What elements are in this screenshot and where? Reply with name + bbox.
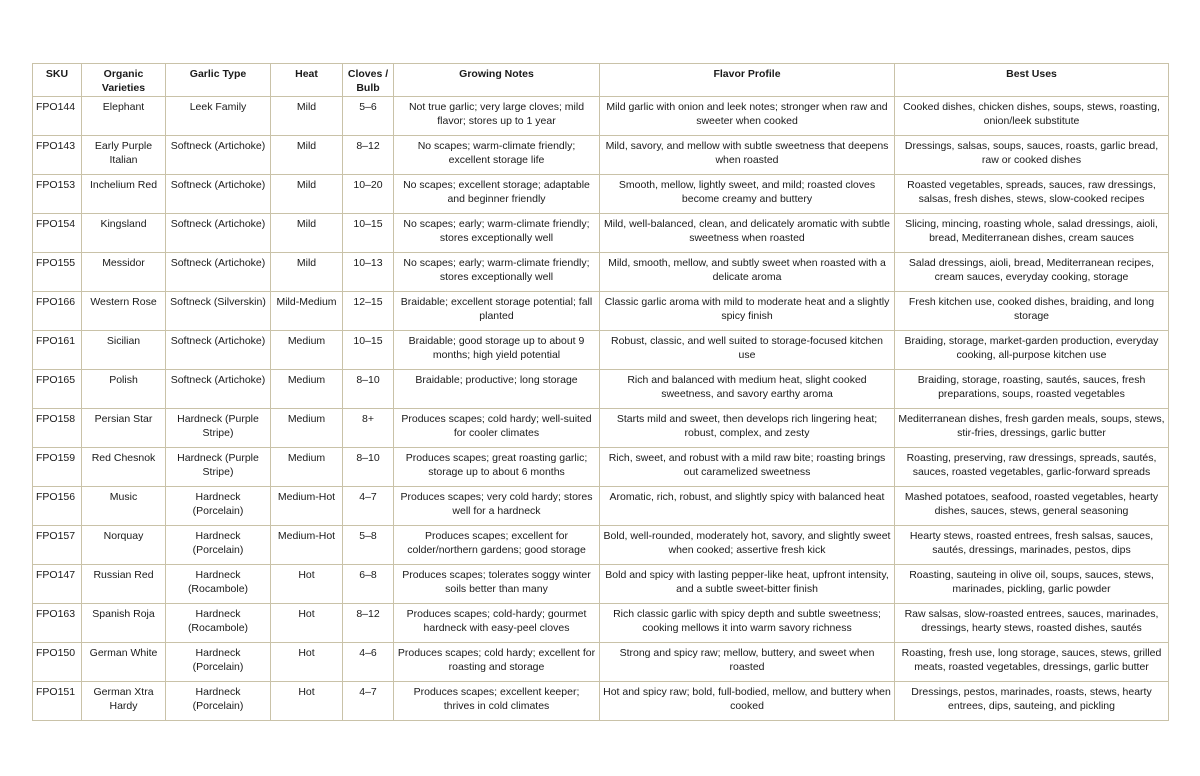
- cell-growing-notes: Produces scapes; cold hardy; excellent for roasting and storage: [394, 643, 600, 682]
- cell-variety: Early Purple Italian: [82, 136, 166, 175]
- cell-garlic-type: Hardneck (Rocambole): [166, 604, 271, 643]
- cell-best-uses: Salad dressings, aioli, bread, Mediterranean recipes, cream sauces, everyday cooking, storage: [895, 253, 1169, 292]
- cell-variety: Spanish Roja: [82, 604, 166, 643]
- cell-cloves: 10–13: [343, 253, 394, 292]
- cell-best-uses: Dressings, pestos, marinades, roasts, stews, hearty entrees, dips, sauteing, and pickling: [895, 682, 1169, 721]
- table-row: [33, 331, 1169, 370]
- cell-garlic-type: Hardneck (Rocambole): [166, 565, 271, 604]
- cell-garlic-type: Hardneck (Porcelain): [166, 487, 271, 526]
- cell-heat: Mild: [271, 175, 343, 214]
- cell-sku: FPO147: [33, 565, 82, 604]
- cell-sku: FPO150: [33, 643, 82, 682]
- header-sku: SKU: [33, 64, 82, 97]
- table-body: [33, 97, 1169, 721]
- cell-sku: FPO154: [33, 214, 82, 253]
- cell-cloves: 10–15: [343, 331, 394, 370]
- cell-sku: FPO165: [33, 370, 82, 409]
- cell-garlic-type: Softneck (Artichoke): [166, 253, 271, 292]
- table-row: [33, 370, 1169, 409]
- cell-garlic-type: Leek Family: [166, 97, 271, 136]
- table-row: [33, 253, 1169, 292]
- header-growing-notes: Growing Notes: [394, 64, 600, 97]
- cell-sku: FPO144: [33, 97, 82, 136]
- cell-variety: Red Chesnok: [82, 448, 166, 487]
- table-row: [33, 136, 1169, 175]
- cell-variety: Kingsland: [82, 214, 166, 253]
- cell-cloves: 8–12: [343, 604, 394, 643]
- cell-heat: Medium: [271, 370, 343, 409]
- cell-flavor-profile: Rich classic garlic with spicy depth and subtle sweetness; cooking mellows it into warm savory richness: [600, 604, 895, 643]
- cell-best-uses: Hearty stews, roasted entrees, fresh salsas, sauces, sautés, dressings, marinades, pestos, dips: [895, 526, 1169, 565]
- cell-garlic-type: Hardneck (Porcelain): [166, 682, 271, 721]
- table-row: [33, 448, 1169, 487]
- cell-flavor-profile: Aromatic, rich, robust, and slightly spicy with balanced heat: [600, 487, 895, 526]
- cell-growing-notes: Braidable; excellent storage potential; fall planted: [394, 292, 600, 331]
- cell-growing-notes: No scapes; early; warm-climate friendly; stores exceptionally well: [394, 253, 600, 292]
- cell-variety: Western Rose: [82, 292, 166, 331]
- cell-growing-notes: Produces scapes; great roasting garlic; storage up to about 6 months: [394, 448, 600, 487]
- cell-best-uses: Dressings, salsas, soups, sauces, roasts, garlic bread, raw or cooked dishes: [895, 136, 1169, 175]
- table-row: [33, 292, 1169, 331]
- cell-heat: Medium: [271, 409, 343, 448]
- cell-sku: FPO161: [33, 331, 82, 370]
- header-garlic-type: Garlic Type: [166, 64, 271, 97]
- cell-cloves: 8–10: [343, 370, 394, 409]
- cell-garlic-type: Hardneck (Porcelain): [166, 643, 271, 682]
- cell-sku: FPO153: [33, 175, 82, 214]
- cell-flavor-profile: Classic garlic aroma with mild to moderate heat and a slightly spicy finish: [600, 292, 895, 331]
- table-row: [33, 643, 1169, 682]
- header-cloves-per-bulb: Cloves / Bulb: [343, 64, 394, 97]
- cell-best-uses: Mashed potatoes, seafood, roasted vegetables, hearty dishes, sauces, stews, general seasoning: [895, 487, 1169, 526]
- cell-variety: Messidor: [82, 253, 166, 292]
- table-row: [33, 487, 1169, 526]
- cell-best-uses: Braiding, storage, market-garden production, everyday cooking, all-purpose kitchen use: [895, 331, 1169, 370]
- cell-best-uses: Roasting, sauteing in olive oil, soups, sauces, stews, marinades, pickling, garlic powder: [895, 565, 1169, 604]
- cell-cloves: 12–15: [343, 292, 394, 331]
- cell-garlic-type: Softneck (Artichoke): [166, 370, 271, 409]
- cell-flavor-profile: Hot and spicy raw; bold, full-bodied, mellow, and buttery when cooked: [600, 682, 895, 721]
- cell-flavor-profile: Bold, well-rounded, moderately hot, savory, and slightly sweet when cooked; assertive fresh kick: [600, 526, 895, 565]
- cell-garlic-type: Softneck (Artichoke): [166, 175, 271, 214]
- table-row: [33, 682, 1169, 721]
- cell-best-uses: Mediterranean dishes, fresh garden meals, soups, stews, stir-fries, dressings, garlic butter: [895, 409, 1169, 448]
- cell-sku: FPO155: [33, 253, 82, 292]
- cell-flavor-profile: Mild garlic with onion and leek notes; stronger when raw and sweeter when cooked: [600, 97, 895, 136]
- cell-heat: Mild: [271, 214, 343, 253]
- cell-heat: Mild: [271, 136, 343, 175]
- cell-variety: Persian Star: [82, 409, 166, 448]
- cell-variety: German Xtra Hardy: [82, 682, 166, 721]
- cell-growing-notes: Produces scapes; very cold hardy; stores well for a hardneck: [394, 487, 600, 526]
- cell-best-uses: Roasted vegetables, spreads, sauces, raw dressings, salsas, fresh dishes, stews, slow-cooked recipes: [895, 175, 1169, 214]
- cell-flavor-profile: Smooth, mellow, lightly sweet, and mild; roasted cloves become creamy and buttery: [600, 175, 895, 214]
- cell-garlic-type: Softneck (Artichoke): [166, 214, 271, 253]
- cell-sku: FPO143: [33, 136, 82, 175]
- table-row: [33, 97, 1169, 136]
- cell-best-uses: Braiding, storage, roasting, sautés, sauces, fresh preparations, soups, roasted vegetables: [895, 370, 1169, 409]
- cell-variety: Norquay: [82, 526, 166, 565]
- cell-cloves: 8–10: [343, 448, 394, 487]
- cell-growing-notes: Produces scapes; tolerates soggy winter soils better than many: [394, 565, 600, 604]
- cell-best-uses: Roasting, preserving, raw dressings, spreads, sautés, sauces, roasted vegetables, garlic-forward spreads: [895, 448, 1169, 487]
- cell-garlic-type: Softneck (Silverskin): [166, 292, 271, 331]
- cell-best-uses: Raw salsas, slow-roasted entrees, sauces, marinades, dressings, hearty stews, roasted dishes, sautés: [895, 604, 1169, 643]
- cell-variety: German White: [82, 643, 166, 682]
- cell-sku: FPO166: [33, 292, 82, 331]
- cell-variety: Inchelium Red: [82, 175, 166, 214]
- cell-cloves: 10–20: [343, 175, 394, 214]
- cell-cloves: 8+: [343, 409, 394, 448]
- cell-heat: Medium: [271, 331, 343, 370]
- cell-growing-notes: Produces scapes; cold-hardy; gourmet hardneck with easy-peel cloves: [394, 604, 600, 643]
- cell-cloves: 8–12: [343, 136, 394, 175]
- cell-cloves: 6–8: [343, 565, 394, 604]
- cell-best-uses: Fresh kitchen use, cooked dishes, braiding, and long storage: [895, 292, 1169, 331]
- header-heat: Heat: [271, 64, 343, 97]
- cell-heat: Hot: [271, 565, 343, 604]
- cell-variety: Russian Red: [82, 565, 166, 604]
- cell-flavor-profile: Bold and spicy with lasting pepper-like heat, upfront intensity, and a subtle sweet-bitter finish: [600, 565, 895, 604]
- garlic-varieties-table: [32, 63, 1169, 721]
- cell-flavor-profile: Mild, well-balanced, clean, and delicately aromatic with subtle sweetness when roasted: [600, 214, 895, 253]
- cell-heat: Mild-Medium: [271, 292, 343, 331]
- cell-growing-notes: No scapes; warm-climate friendly; excellent storage life: [394, 136, 600, 175]
- cell-flavor-profile: Strong and spicy raw; mellow, buttery, and sweet when roasted: [600, 643, 895, 682]
- cell-sku: FPO151: [33, 682, 82, 721]
- cell-cloves: 5–8: [343, 526, 394, 565]
- cell-garlic-type: Hardneck (Purple Stripe): [166, 448, 271, 487]
- cell-growing-notes: Not true garlic; very large cloves; mild flavor; stores up to 1 year: [394, 97, 600, 136]
- cell-variety: Polish: [82, 370, 166, 409]
- cell-flavor-profile: Mild, smooth, mellow, and subtly sweet when roasted with a delicate aroma: [600, 253, 895, 292]
- cell-growing-notes: No scapes; excellent storage; adaptable and beginner friendly: [394, 175, 600, 214]
- cell-heat: Hot: [271, 604, 343, 643]
- cell-variety: Music: [82, 487, 166, 526]
- table-row: [33, 604, 1169, 643]
- table-row: [33, 409, 1169, 448]
- cell-sku: FPO156: [33, 487, 82, 526]
- cell-garlic-type: Hardneck (Purple Stripe): [166, 409, 271, 448]
- header-organic-varieties: Organic Varieties: [82, 64, 166, 97]
- cell-cloves: 5–6: [343, 97, 394, 136]
- cell-variety: Sicilian: [82, 331, 166, 370]
- cell-heat: Medium-Hot: [271, 526, 343, 565]
- cell-flavor-profile: Robust, classic, and well suited to storage-focused kitchen use: [600, 331, 895, 370]
- cell-cloves: 10–15: [343, 214, 394, 253]
- cell-sku: FPO157: [33, 526, 82, 565]
- cell-sku: FPO159: [33, 448, 82, 487]
- cell-growing-notes: Braidable; productive; long storage: [394, 370, 600, 409]
- cell-flavor-profile: Rich, sweet, and robust with a mild raw bite; roasting brings out caramelized sweetness: [600, 448, 895, 487]
- cell-cloves: 4–7: [343, 682, 394, 721]
- cell-garlic-type: Softneck (Artichoke): [166, 136, 271, 175]
- cell-growing-notes: Produces scapes; excellent for colder/northern gardens; good storage: [394, 526, 600, 565]
- cell-heat: Mild: [271, 97, 343, 136]
- table-row: [33, 565, 1169, 604]
- cell-cloves: 4–6: [343, 643, 394, 682]
- cell-heat: Hot: [271, 643, 343, 682]
- cell-sku: FPO158: [33, 409, 82, 448]
- table-row: [33, 214, 1169, 253]
- table-row: [33, 526, 1169, 565]
- cell-garlic-type: Hardneck (Porcelain): [166, 526, 271, 565]
- cell-garlic-type: Softneck (Artichoke): [166, 331, 271, 370]
- cell-heat: Medium: [271, 448, 343, 487]
- header-best-uses: Best Uses: [895, 64, 1169, 97]
- cell-heat: Mild: [271, 253, 343, 292]
- table-row: [33, 175, 1169, 214]
- cell-flavor-profile: Starts mild and sweet, then develops rich lingering heat; robust, complex, and zesty: [600, 409, 895, 448]
- cell-growing-notes: Produces scapes; excellent keeper; thrives in cold climates: [394, 682, 600, 721]
- cell-flavor-profile: Rich and balanced with medium heat, slight cooked sweetness, and savory earthy aroma: [600, 370, 895, 409]
- header-flavor-profile: Flavor Profile: [600, 64, 895, 97]
- cell-cloves: 4–7: [343, 487, 394, 526]
- cell-best-uses: Roasting, fresh use, long storage, sauces, stews, grilled meats, roasted vegetables, dressings, garlic butter: [895, 643, 1169, 682]
- cell-best-uses: Slicing, mincing, roasting whole, salad dressings, aioli, bread, Mediterranean dishes, cream sauces: [895, 214, 1169, 253]
- cell-sku: FPO163: [33, 604, 82, 643]
- cell-heat: Medium-Hot: [271, 487, 343, 526]
- cell-best-uses: Cooked dishes, chicken dishes, soups, stews, roasting, onion/leek substitute: [895, 97, 1169, 136]
- cell-flavor-profile: Mild, savory, and mellow with subtle sweetness that deepens when roasted: [600, 136, 895, 175]
- header-row: [33, 64, 1169, 97]
- cell-growing-notes: Braidable; good storage up to about 9 months; high yield potential: [394, 331, 600, 370]
- cell-growing-notes: Produces scapes; cold hardy; well-suited for cooler climates: [394, 409, 600, 448]
- cell-growing-notes: No scapes; early; warm-climate friendly; stores exceptionally well: [394, 214, 600, 253]
- cell-heat: Hot: [271, 682, 343, 721]
- cell-variety: Elephant: [82, 97, 166, 136]
